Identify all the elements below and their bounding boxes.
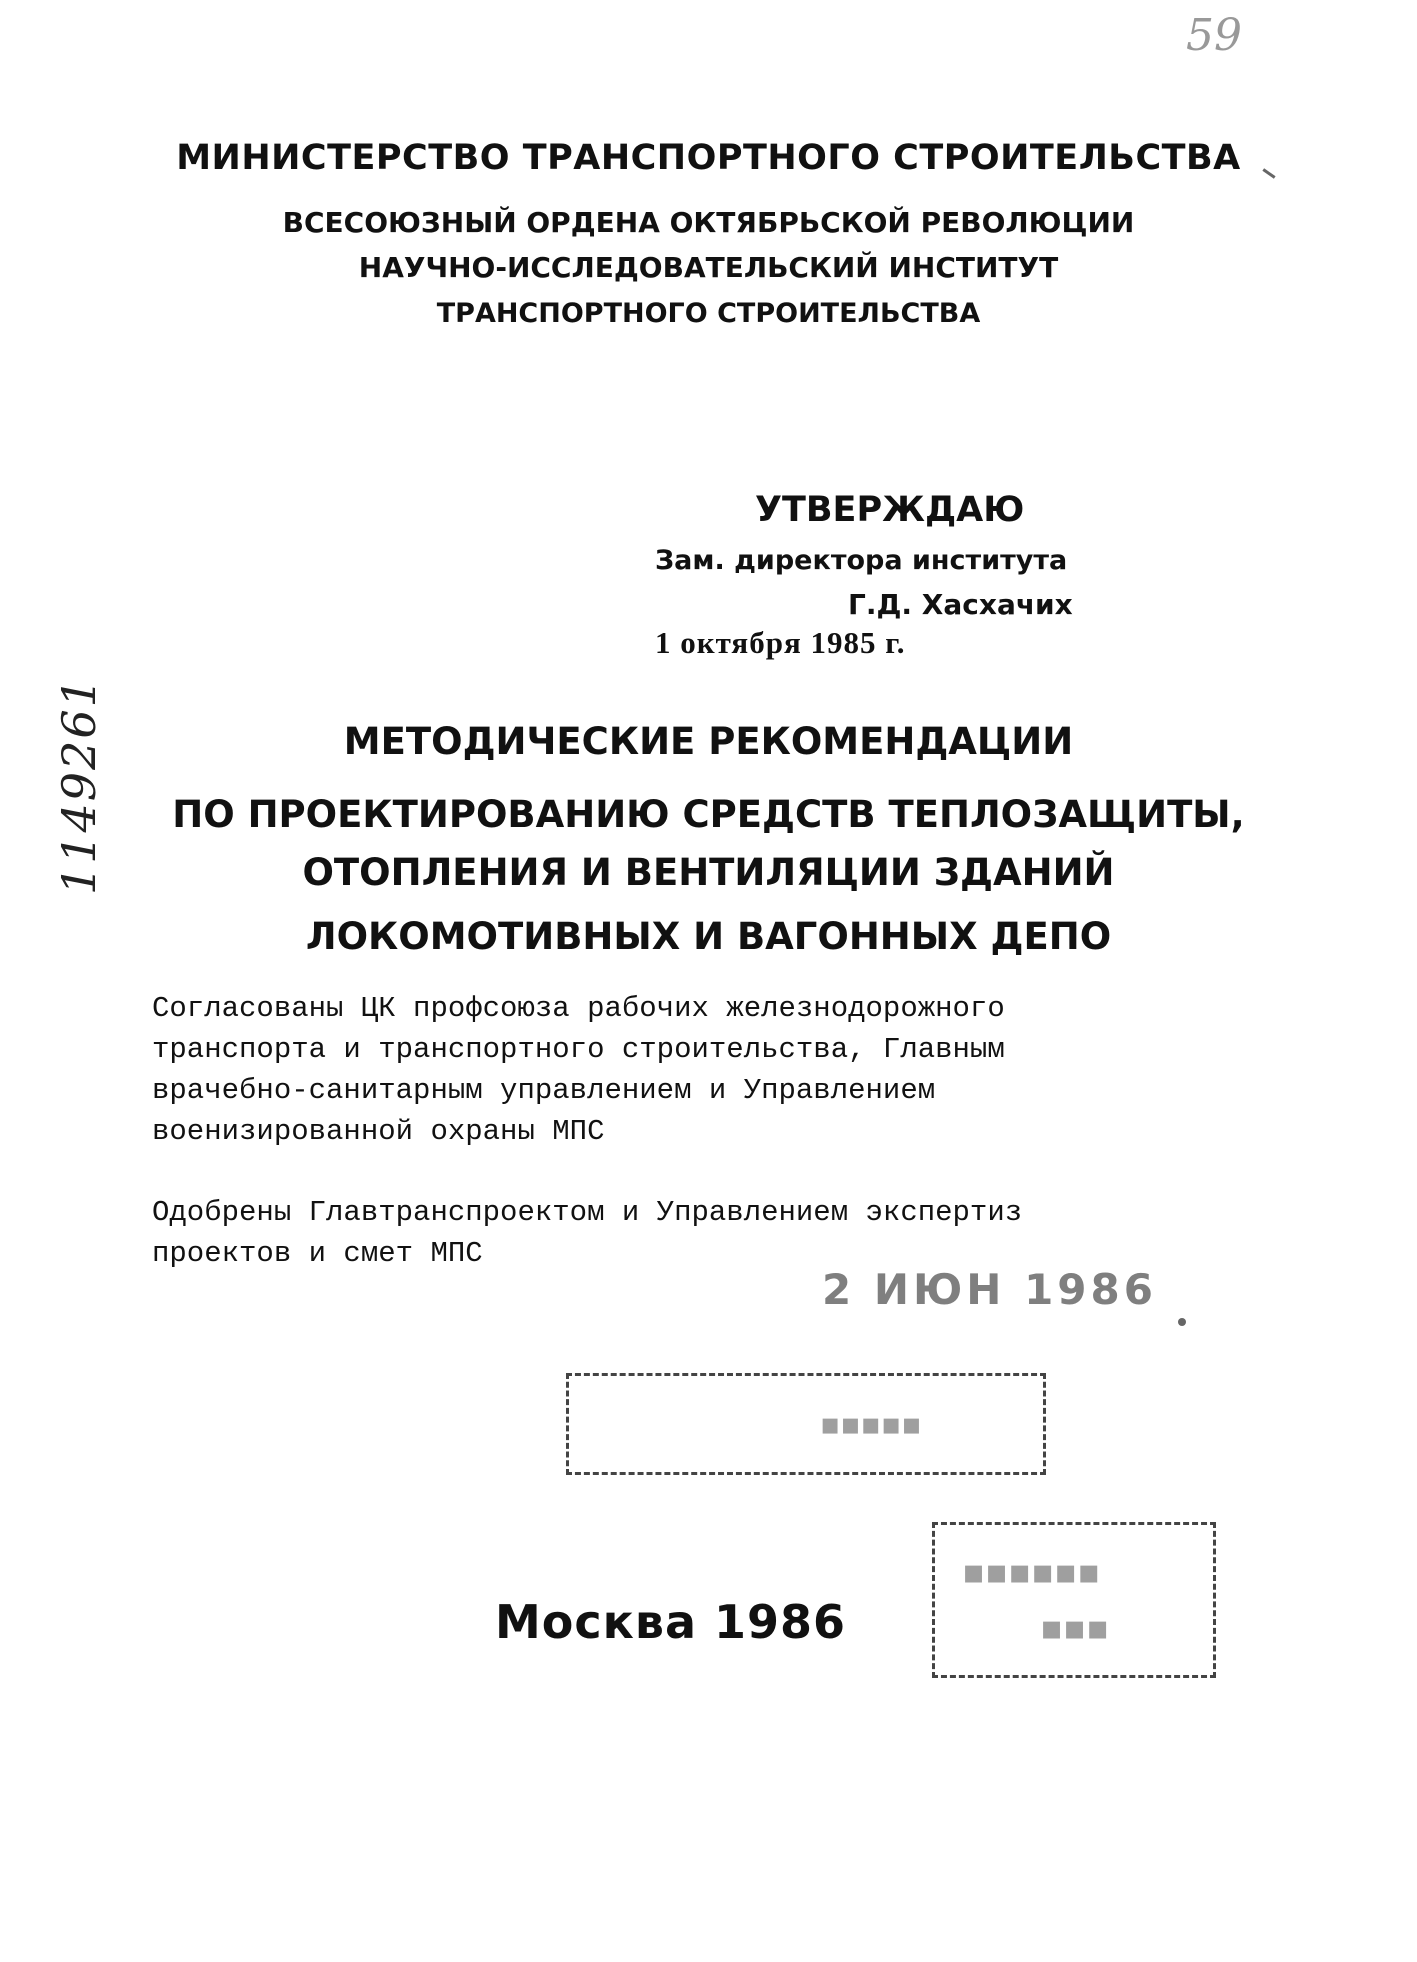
library-stamp-1-text: ▪▪▪▪▪ (820, 1407, 922, 1442)
approved-by-paragraph (152, 1192, 1022, 1274)
library-stamp-2-text-top: ▪▪▪▪▪▪ (962, 1552, 1101, 1592)
library-stamp-2-text-bottom: ▪▪▪ (1040, 1608, 1110, 1648)
corner-pencil-mark: 59 (1186, 10, 1242, 61)
agreed-line-3: врачебно-санитарным управлением и Управлением (152, 1074, 936, 1107)
scan-speck (1178, 1318, 1186, 1326)
title-line-4: ЛОКОМОТИВНЫХ И ВАГОННЫХ ДЕПО (305, 915, 1112, 958)
ministry-heading: МИНИСТЕРСТВО ТРАНСПОРТНОГО СТРОИТЕЛЬСТВА (176, 138, 1241, 178)
title-line-1: МЕТОДИЧЕСКИЕ РЕКОМЕНДАЦИИ (343, 720, 1074, 763)
agreed-paragraph (152, 988, 1005, 1152)
approval-date: 1 октября 1985 г. (655, 625, 906, 660)
library-stamp-box-1 (566, 1373, 1046, 1475)
institute-line-1: ВСЕСОЮЗНЫЙ ОРДЕНА ОКТЯБРЬСКОЙ РЕВОЛЮЦИИ (282, 206, 1135, 239)
agreed-line-1: Согласованы ЦК профсоюза рабочих железнодорожного (152, 992, 1005, 1025)
agreed-line-2: транспорта и транспортного строительства, Главным (152, 1033, 1005, 1066)
library-stamp-box-2 (932, 1522, 1216, 1678)
title-line-2: ПО ПРОЕКТИРОВАНИЮ СРЕДСТВ ТЕПЛОЗАЩИТЫ, (172, 793, 1245, 836)
city-year: Москва 1986 (495, 1595, 847, 1649)
institute-line-2: НАУЧНО-ИССЛЕДОВАТЕЛЬСКИЙ ИНСТИТУТ (358, 251, 1059, 284)
approved-by-line-1: Одобрены Главтранспроектом и Управлением экспертиз (152, 1196, 1023, 1229)
institute-line-3: ТРАНСПОРТНОГО СТРОИТЕЛЬСТВА (436, 298, 981, 329)
stamp-date: 2 ИЮН 1986 (822, 1265, 1157, 1314)
title-line-3: ОТОПЛЕНИЯ И ВЕНТИЛЯЦИИ ЗДАНИЙ (302, 851, 1115, 894)
approval-name: Г.Д. Хасхачих (848, 588, 1073, 621)
agreed-line-4: военизированной охраны МПС (152, 1115, 605, 1148)
approval-role: Зам. директора института (655, 545, 1068, 576)
handwritten-inventory-number: 1149261 (52, 676, 106, 895)
approved-by-line-2: проектов и смет МПС (152, 1237, 483, 1270)
approval-heading: УТВЕРЖДАЮ (755, 490, 1025, 530)
